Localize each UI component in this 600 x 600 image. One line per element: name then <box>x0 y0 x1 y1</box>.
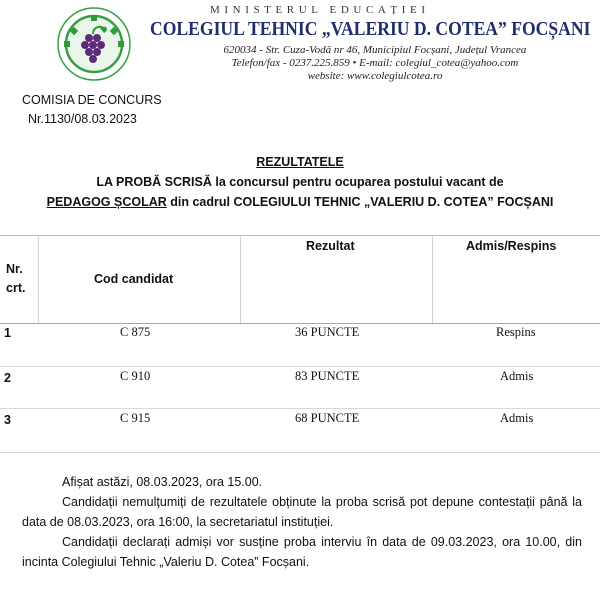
interview-notice: Candidații declarați admiși vor susține proba interviu în data de 09.03.2023, ora 10.00, din incinta Colegiului Tehnic „Valeriu D. Cotea” Focșani. <box>22 535 582 569</box>
table-border <box>0 323 600 324</box>
candidate-code: C 915 <box>120 411 151 425</box>
status-value: Respins <box>496 325 536 339</box>
position-name: PEDAGOG ȘCOLAR <box>46 195 167 209</box>
contest-notice: Candidații nemulțumiți de rezultatele obținute la proba scrisă pot depune contestații până la data de 08.03.2023, ora 16:00, la secretariatul instituției. <box>22 495 582 529</box>
document-title <box>0 152 600 212</box>
notice-block <box>22 472 582 572</box>
header-nr: Nr. <box>6 262 23 276</box>
row-number: 3 <box>4 413 11 427</box>
table-border <box>0 452 600 453</box>
header-result: Rezultat <box>306 239 355 253</box>
table-border <box>0 235 600 236</box>
result-points: 83 PUNCTE <box>295 369 360 383</box>
school-name: COLEGIUL TEHNIC „VALERIU D. COTEA” FOCȘANI <box>150 18 591 40</box>
candidate-code: C 910 <box>120 369 151 383</box>
header-crt: crt. <box>6 281 26 295</box>
website-line: website: www.colegiulcotea.ro <box>307 70 443 82</box>
commission-block <box>22 91 162 129</box>
title-line-2 <box>0 192 600 212</box>
table-border <box>0 366 600 367</box>
status-value: Admis <box>500 369 534 383</box>
title-line: LA PROBĂ SCRISĂ la concursul pentru ocuparea postului vacant de <box>96 175 504 189</box>
column-divider <box>432 235 433 323</box>
commission-number: Nr.1130/08.03.2023 <box>28 112 137 126</box>
title-heading: REZULTATELE <box>256 155 344 169</box>
header-status: Admis/Respins <box>466 239 557 253</box>
title-line-rest: din cadrul COLEGIULUI TEHNIC „VALERIU D. COTEA” FOCȘANI <box>166 195 554 209</box>
column-divider <box>240 235 241 323</box>
address-line: 620034 - Str. Cuza-Vodă nr 46, Municipiul Focșani, Județul Vrancea <box>223 44 527 56</box>
posted-notice: Afișat astăzi, 08.03.2023, ora 15.00. <box>62 475 263 489</box>
result-points: 68 PUNCTE <box>295 411 360 425</box>
table-border <box>0 408 600 409</box>
header-code: Cod candidat <box>94 272 174 286</box>
candidate-code: C 875 <box>120 325 151 339</box>
row-number: 2 <box>4 371 11 385</box>
result-points: 36 PUNCTE <box>295 325 360 339</box>
row-number: 1 <box>4 326 11 340</box>
ministry-name: MINISTERUL EDUCAȚIEI <box>210 4 430 16</box>
contact-line: Telefon/fax - 0237.225.859 • E-mail: colegiul_cotea@yahoo.com <box>231 57 519 69</box>
school-logo <box>56 6 132 82</box>
commission-name: COMISIA DE CONCURS <box>22 93 162 107</box>
column-divider <box>38 235 39 323</box>
status-value: Admis <box>500 411 534 425</box>
